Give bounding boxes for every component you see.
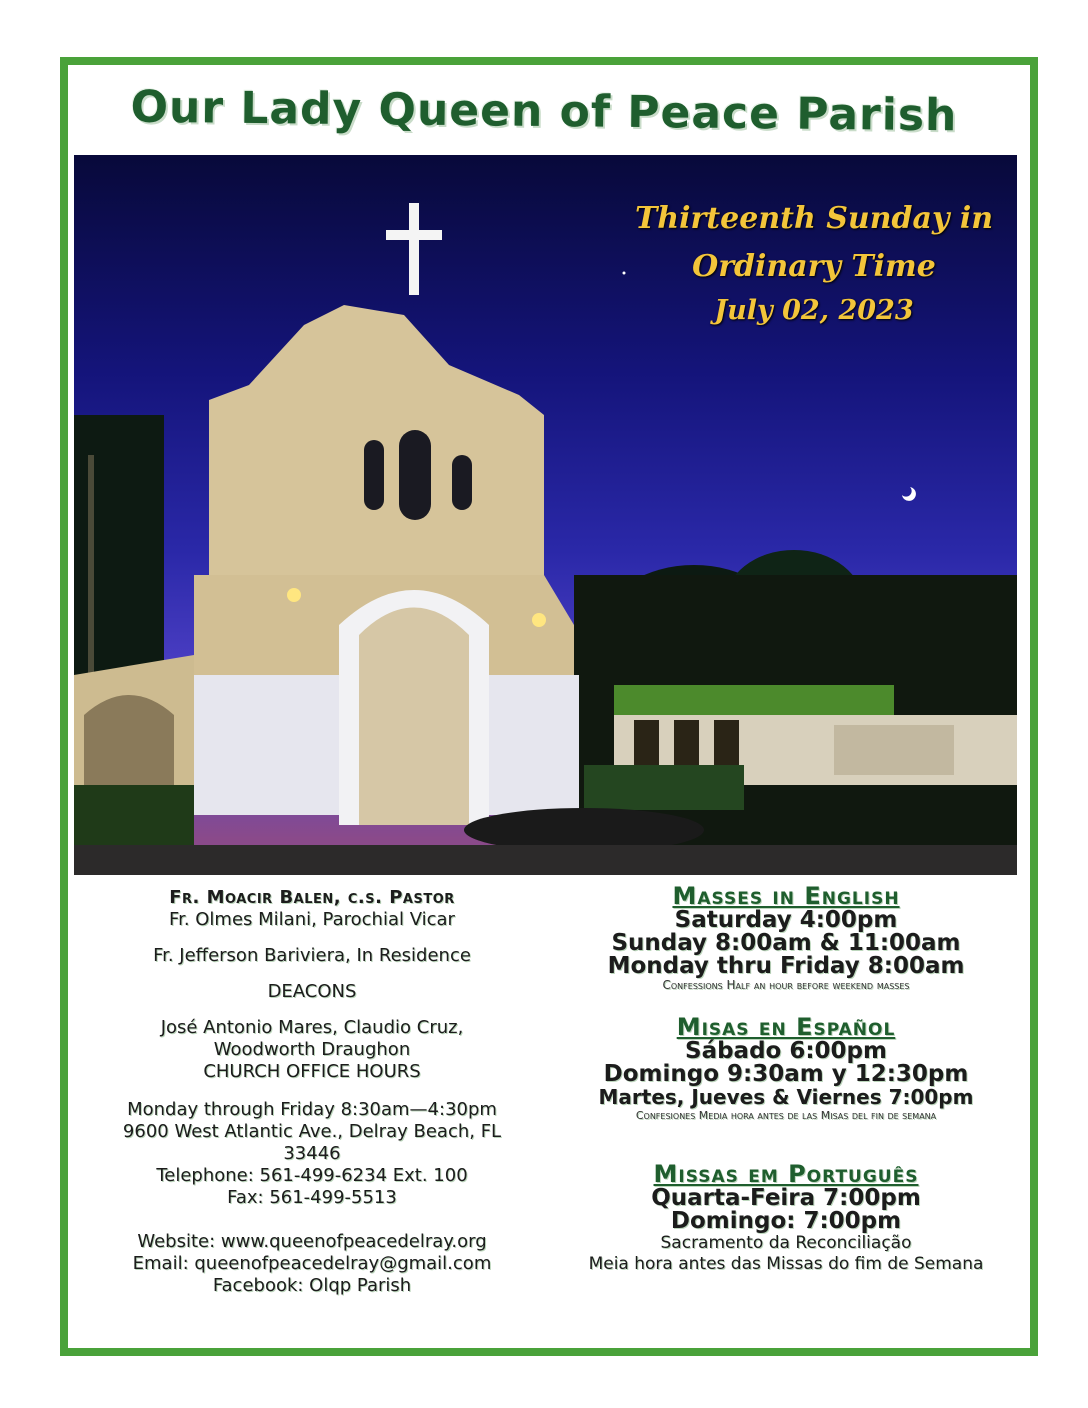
- portuguese-line1: Quarta-Feira 7:00pm: [651, 1185, 921, 1211]
- website-link[interactable]: Website: www.queenofpeacedelray.org: [137, 1231, 487, 1252]
- portuguese-heading: Missas em Português: [653, 1160, 919, 1188]
- banner-line1: Thirteenth Sunday in: [634, 201, 994, 236]
- pastor: Fr. Moacir Balen, c.s. Pastor: [169, 887, 455, 908]
- banner-date: July 02, 2023: [714, 295, 914, 326]
- spanish-heading: Misas en Español: [676, 1013, 896, 1041]
- facebook-link[interactable]: Facebook: Olqp Parish: [212, 1275, 412, 1296]
- english-heading: Masses in English: [672, 882, 900, 910]
- parish-info: [92, 887, 532, 1297]
- fax: Fax: 561-499-5513: [227, 1187, 397, 1208]
- telephone: Telephone: 561-499-6234 Ext. 100: [156, 1165, 468, 1186]
- english-line2: Sunday 8:00am & 11:00am: [611, 930, 961, 956]
- english-line1: Saturday 4:00pm: [674, 907, 898, 933]
- spanish-line3: Martes, Jueves & Viernes 7:00pm: [598, 1085, 974, 1109]
- cross-icon: [409, 203, 419, 295]
- deacons-line1: José Antonio Mares, Claudio Cruz,: [160, 1017, 464, 1038]
- office-hours: Monday through Friday 8:30am—4:30pm: [127, 1099, 497, 1120]
- portuguese-line4: Meia hora antes das Missas do fim de Semana: [588, 1254, 984, 1274]
- address-line2: 33446: [283, 1143, 341, 1164]
- spanish-line2: Domingo 9:30am y 12:30pm: [603, 1061, 969, 1087]
- portuguese-line2: Domingo: 7:00pm: [670, 1208, 902, 1234]
- page-title: Our Lady Queen of Peace Parish: [130, 81, 958, 142]
- in-residence: Fr. Jefferson Bariviera, In Residence: [153, 945, 471, 966]
- email-link[interactable]: Email: queenofpeacedelray@gmail.com: [132, 1253, 492, 1274]
- moon-icon: [902, 487, 916, 501]
- church-photo: [74, 155, 1017, 875]
- parochial-vicar: Fr. Olmes Milani, Parochial Vicar: [169, 909, 455, 930]
- mass-schedule: [566, 883, 1006, 1275]
- deacons-line2: Woodworth Draughon: [213, 1039, 411, 1060]
- deacons-label: DEACONS: [267, 981, 357, 1002]
- office-hours-label: CHURCH OFFICE HOURS: [203, 1061, 421, 1082]
- address-line1: 9600 West Atlantic Ave., Delray Beach, FL: [122, 1121, 502, 1142]
- spanish-note: Confesiones Media hora antes de las Misas del fin de semana: [635, 1109, 937, 1122]
- english-note: Confessions Half an hour before weekend masses: [662, 978, 910, 992]
- banner-line2: Ordinary Time: [692, 249, 936, 284]
- sunday-banner: [614, 195, 1014, 331]
- spanish-line1: Sábado 6:00pm: [685, 1038, 887, 1064]
- portuguese-line3: Sacramento da Reconciliação: [660, 1233, 912, 1253]
- english-line3: Monday thru Friday 8:00am: [607, 953, 965, 979]
